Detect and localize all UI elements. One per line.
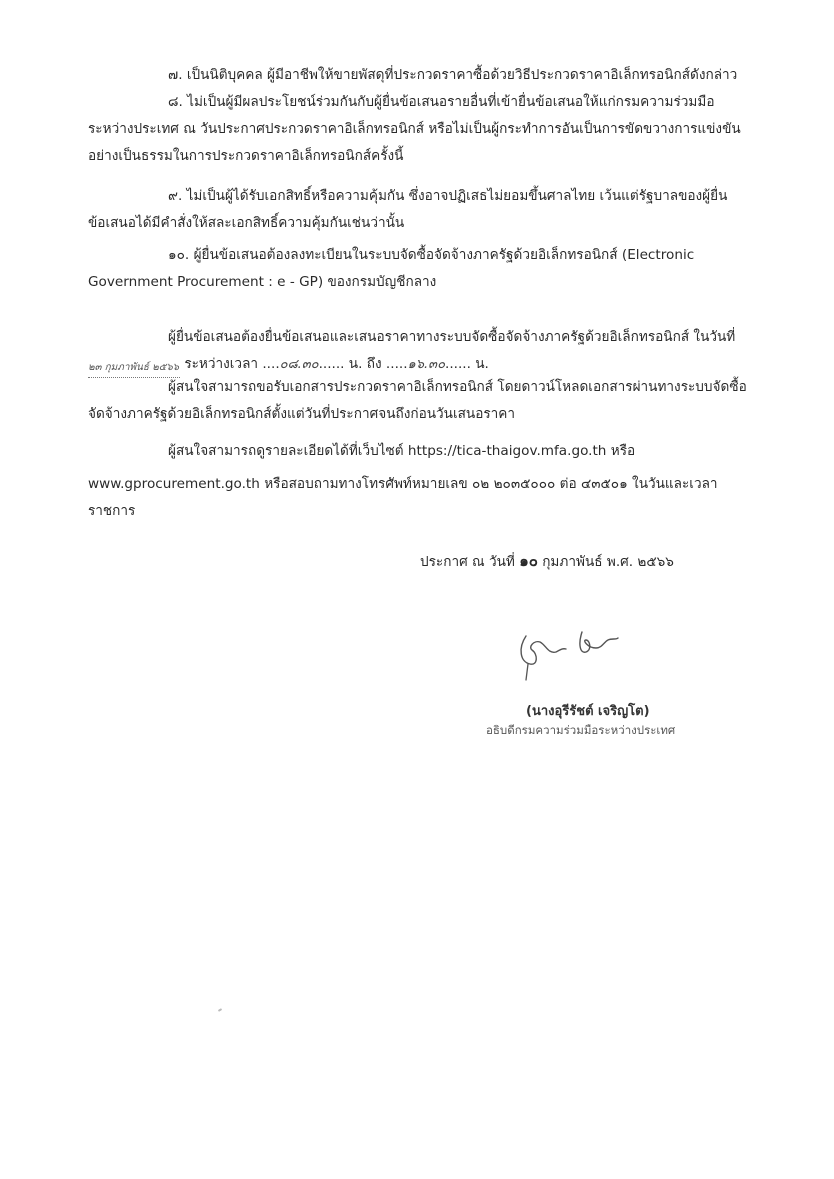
condition-item-9-line-1: ๙. ไม่เป็นผู้ได้รับเอกสิทธิ์หรือความคุ้มกัน ซึ่งอาจปฏิเสธไม่ยอมขึ้นศาลไทย เว้นแต่รัฐบาลของผู้ยื่น [168, 188, 728, 204]
condition-item-7-line: ๗. เป็นนิติบุคคล ผู้มีอาชีพให้ขายพัสดุที่ประกวดราคาซื้อด้วยวิธีประกวดราคาอิเล็กทรอนิกส์ดังกล่าว [168, 67, 738, 83]
submission-date-handwritten: ๒๓ กุมภาพันธ์ ๒๕๖๖ [88, 359, 180, 378]
contact-line-1: ผู้สนใจสามารถดูรายละเอียดได้ที่เว็บไซต์ https://tica-thaigov.mfa.go.th หรือ [168, 443, 636, 459]
submission-time-end: ๑๖.๓๐ [407, 357, 446, 372]
paper-speck [218, 1008, 222, 1012]
condition-item-8-line-1: ๘. ไม่เป็นผู้มีผลประโยชน์ร่วมกันกับผู้ยื่นข้อเสนอรายอื่นที่เข้ายื่นข้อเสนอให้แก่กรมความร่วมมือ [168, 94, 715, 110]
condition-item-9-line-2: ข้อเสนอได้มีคำสั่งให้สละเอกสิทธิ์ความคุ้มกันเช่นว่านั้น [88, 215, 405, 231]
submission-unit-and-to: ...... น. ถึง ..... [318, 356, 408, 372]
submission-time-start: ๐๘.๓๐ [279, 357, 319, 372]
condition-item-10-line-2: Government Procurement : e - GP) ของกรมบัญชีกลาง [88, 274, 437, 290]
submission-between-label: ระหว่างเวลา .... [180, 356, 280, 372]
download-line-1: ผู้สนใจสามารถขอรับเอกสารประกวดราคาอิเล็กทรอนิกส์ โดยดาวน์โหลดเอกสารผ่านทางระบบจัดซื้อ [168, 379, 747, 395]
condition-item-10-line-1: ๑๐. ผู้ยื่นข้อเสนอต้องลงทะเบียนในระบบจัดซื้อจัดจ้างภาครัฐด้วยอิเล็กทรอนิกส์ (Electronic [168, 247, 695, 263]
announcement-prefix: ประกาศ ณ วันที่ [420, 554, 520, 570]
contact-line-3: ราชการ [88, 503, 136, 519]
contact-line-2: www.gprocurement.go.th หรือสอบถามทางโทรศัพท์หมายเลข ๐๒ ๒๐๓๕๐๐๐ ต่อ ๔๓๕๐๑ ในวันและเวลา [88, 476, 718, 492]
download-paragraph [88, 374, 748, 428]
submission-unit-end: ...... น. [445, 356, 489, 372]
condition-item-10 [88, 242, 748, 296]
submission-paragraph [88, 324, 748, 378]
contact-paragraph [88, 438, 748, 525]
announcement-date [420, 549, 674, 574]
condition-item-9 [88, 183, 748, 237]
condition-item-8-line-2: ระหว่างประเทศ ณ วันประกาศประกวดราคาอิเล็กทรอนิกส์ หรือไม่เป็นผู้กระทำการอันเป็นการขัดขวางการแข่งขัน [88, 121, 741, 137]
signer-name: (นางอุรีรัชต์ เจริญโต) [526, 704, 650, 719]
condition-item-8-line-3: อย่างเป็นธรรมในการประกวดราคาอิเล็กทรอนิกส์ครั้งนี้ [88, 148, 404, 164]
signature-image [508, 618, 638, 688]
condition-item-7 [88, 62, 748, 89]
condition-item-8 [88, 89, 748, 170]
submission-line-1: ผู้ยื่นข้อเสนอต้องยื่นข้อเสนอและเสนอราคาทางระบบจัดซื้อจัดจ้างภาครัฐด้วยอิเล็กทรอนิกส์ ในวันที่ [168, 329, 736, 345]
signer-title: อธิบดีกรมความร่วมมือระหว่างประเทศ [486, 723, 676, 737]
announcement-rest: กุมภาพันธ์ พ.ศ. ๒๕๖๖ [537, 554, 674, 570]
announcement-day: ๑๐ [519, 552, 538, 570]
download-line-2: จัดจ้างภาครัฐด้วยอิเล็กทรอนิกส์ตั้งแต่วันที่ประกาศจนถึงก่อนวันเสนอราคา [88, 406, 516, 422]
